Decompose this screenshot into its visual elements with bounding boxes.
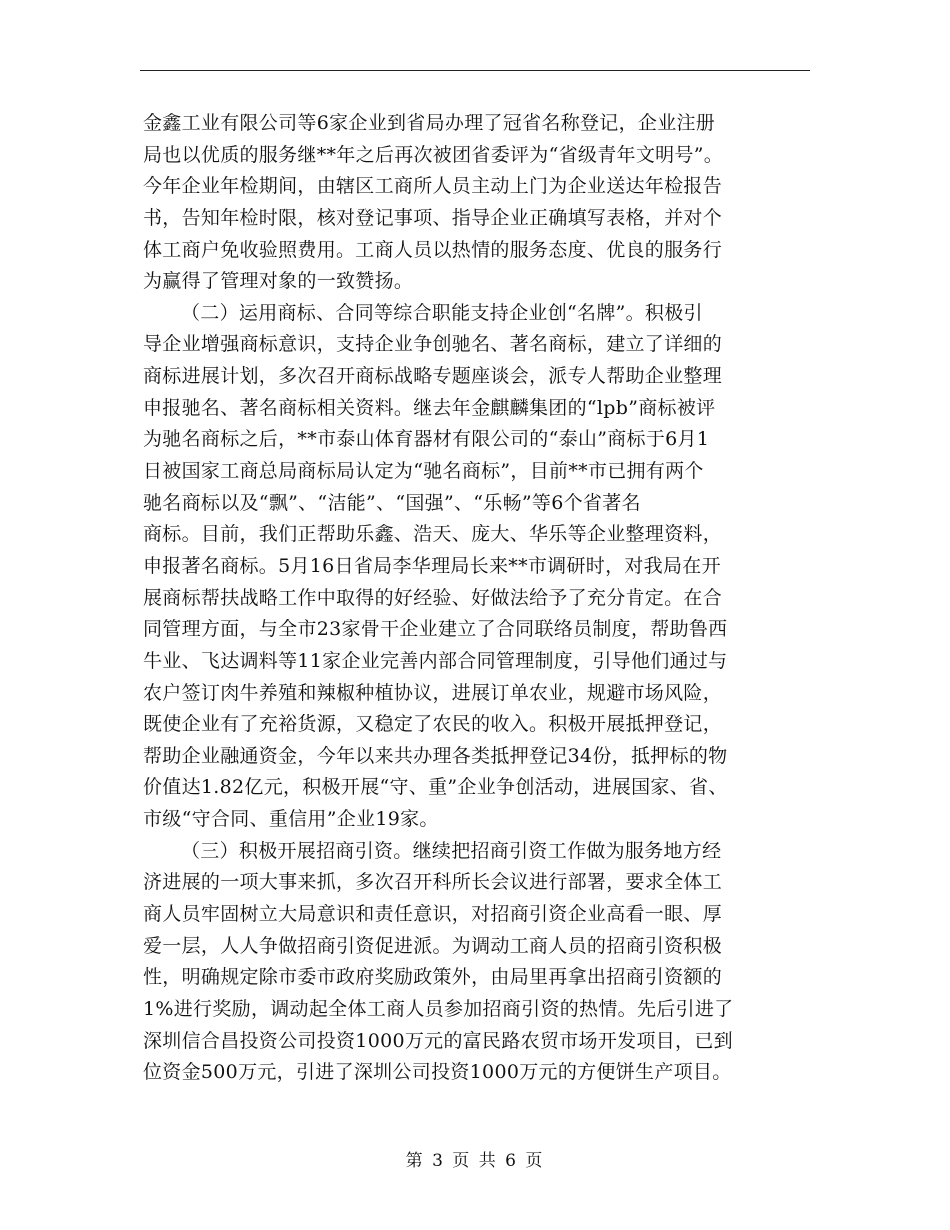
text-line: 市级“守合同、重信用”企业19家。 [143, 808, 439, 831]
header-divider [140, 70, 810, 71]
text-line: 位资金500万元，引进了深圳公司投资1000万元的方便饼生产项目。 [143, 1061, 732, 1084]
text-line: 商人员牢固树立大局意识和责任意识，对招商引资企业高看一眼、厚 [143, 903, 723, 926]
paragraph-start-line: （二）运用商标、合同等综合职能支持企业创“名牌”。积极引 [181, 301, 703, 324]
text-line: 日被国家工商总局商标局认定为“驰名商标”，目前**市已拥有两个 [143, 460, 704, 483]
text-line: 为赢得了管理对象的一致赞扬。 [143, 270, 414, 293]
text-line: 商标进展计划，多次召开商标战略专题座谈会，派专人帮助企业整理 [143, 365, 723, 388]
document-body [143, 108, 813, 1089]
text-line: 既使企业有了充裕货源，又稳定了农民的收入。积极开展抵押登记， [143, 713, 723, 736]
text-line: 同管理方面，与全市23家骨干企业建立了合同联络员制度，帮助鲁西 [143, 618, 728, 641]
text-line: 驰名商标以及“飘”、“洁能”、“国强”、“乐畅”等6个省著名 [143, 491, 641, 514]
text-line: 导企业增强商标意识，支持企业争创驰名、著名商标，建立了详细的 [143, 333, 723, 356]
text-line: 金鑫工业有限公司等6家企业到省局办理了冠省名称登记，企业注册 [143, 112, 716, 134]
text-line: 书，告知年检时限，核对登记事项、指导企业正确填写表格，并对个 [143, 206, 723, 229]
text-line: 农户签订肉牛养殖和辣椒种植协议，进展订单农业，规避市场风险， [143, 681, 723, 704]
text-line: 济进展的一项大事来抓，多次召开科所长会议进行部署，要求全体工 [143, 871, 723, 894]
text-line: 今年企业年检期间，由辖区工商所人员主动上门为企业送达年检报告 [143, 175, 723, 198]
text-line: 性，明确规定除市委市政府奖励政策外，由局里再拿出招商引资额的 [143, 966, 723, 989]
text-line: 1%进行奖励，调动起全体工商人员参加招商引资的热情。先后引进了 [143, 997, 734, 1020]
text-line: 爱一层，人人争做招商引资促进派。为调动工商人员的招商引资积极 [143, 934, 723, 957]
text-line: 申报驰名、著名商标相关资料。继去年金麒麟集团的“lpb”商标被评 [143, 396, 716, 419]
page-number: 第 3 页 共 6 页 [405, 1151, 545, 1171]
text-line: 商标。目前，我们正帮助乐鑫、浩天、庞大、华乐等企业整理资料， [143, 523, 723, 546]
text-line: 展商标帮扶战略工作中取得的好经验、好做法给予了充分肯定。在合 [143, 586, 723, 609]
paragraph-start-line: （三）积极开展招商引资。继续把招商引资工作做为服务地方经 [181, 839, 722, 862]
text-line: 局也以优质的服务继**年之后再次被团省委评为“省级青年文明号”。 [143, 143, 724, 166]
text-line: 为驰名商标之后，**市泰山体育器材有限公司的“泰山”商标于6月1 [143, 428, 710, 451]
text-line: 帮助企业融通资金，今年以来共办理各类抵押登记34份，抵押标的物 [143, 744, 728, 767]
text-line: 深圳信合昌投资公司投资1000万元的富民路农贸市场开发项目，已到 [143, 1029, 733, 1052]
text-line: 价值达1.82亿元，积极开展“守、重”企业争创活动，进展国家、省、 [143, 776, 728, 799]
text-line: 体工商户免收验照费用。工商人员以热情的服务态度、优良的服务行 [143, 238, 723, 261]
text-line: 申报著名商标。5月16日省局李华理局长来**市调研时，对我局在开 [143, 554, 721, 577]
text-line: 牛业、飞达调料等11家企业完善内部合同管理制度，引导他们通过与 [143, 649, 728, 672]
